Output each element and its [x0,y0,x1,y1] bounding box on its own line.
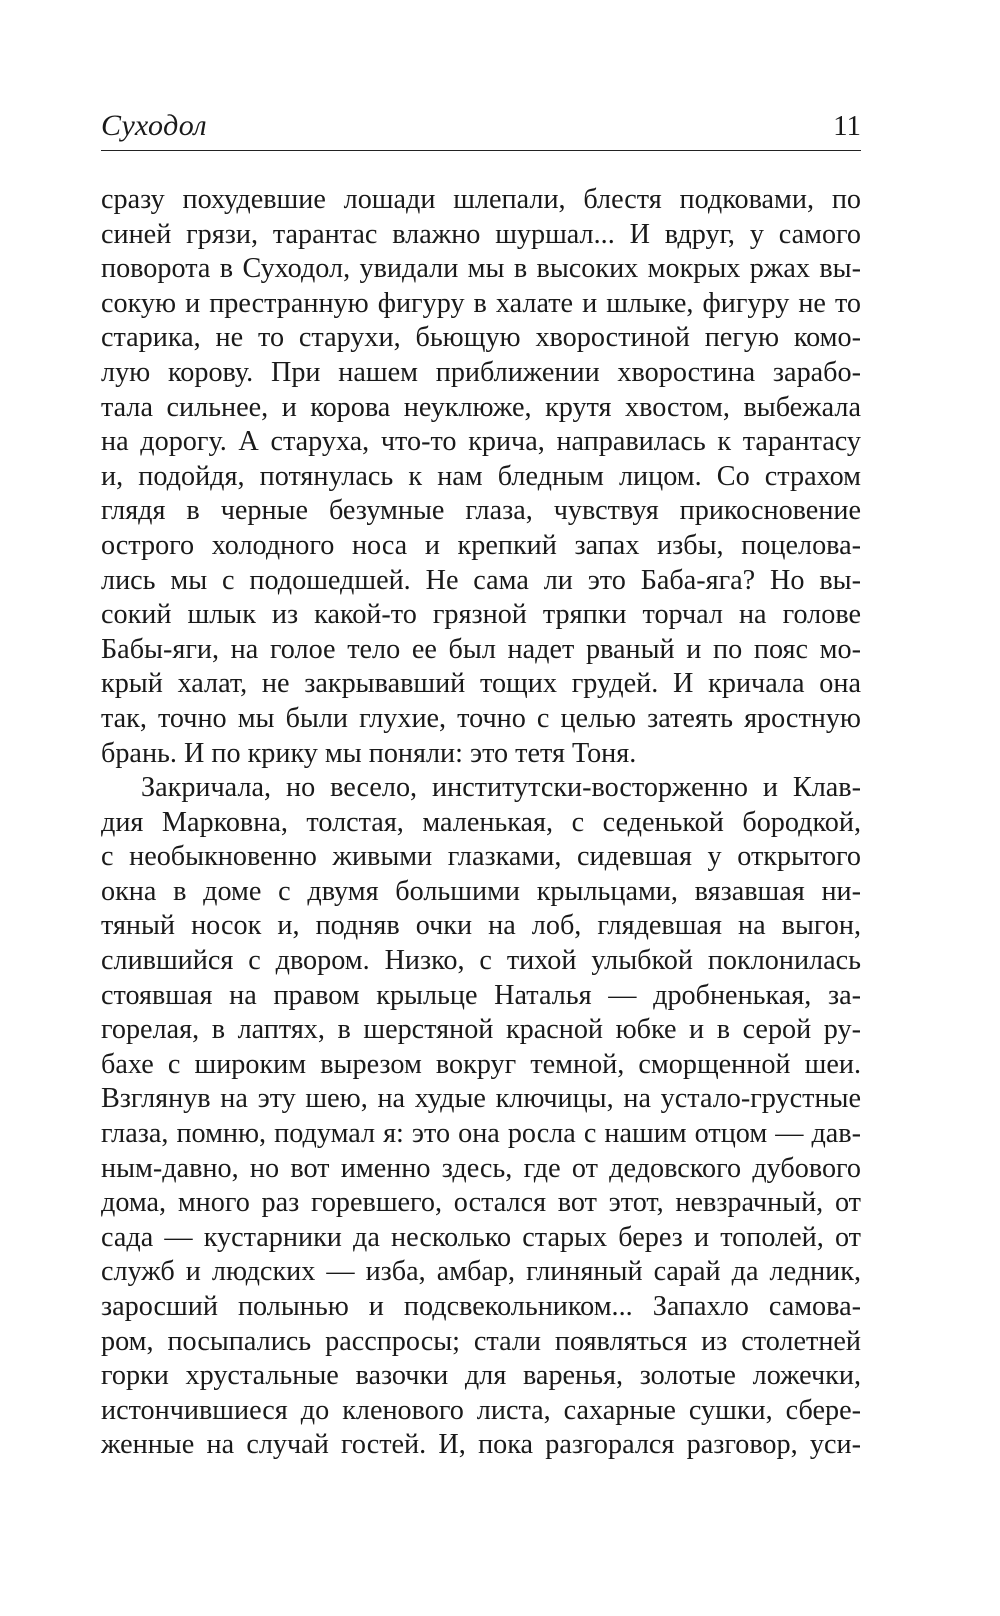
text-line: тала сильнее, и корова неуклюже, крутя хвостом, выбежала [101,391,861,423]
text-line: окна в доме с двумя большими крыльцами, вязавшая ни- [101,875,861,907]
text-line: лись мы с подошедшей. Не сама ли это Баба-яга? Но вы- [101,564,861,596]
text-line: Закричала, но весело, институтски-восторженно и Клав- [141,772,861,804]
text-line: синей грязи, тарантас влажно шуршал... И вдруг, у самого [101,218,861,250]
text-line: служб и людских — изба, амбар, глиняный сарай да ледник, [101,1256,861,1288]
text-line: слившийся с двором. Низко, с тихой улыбкой поклонилась [101,945,861,977]
paragraph-1 [101,183,861,771]
text-line: на дорогу. А старуха, что-то крича, направилась к тарантасу [101,426,861,458]
text-line: лую корову. При нашем приближении хворостина зарабо- [101,356,861,388]
text-line: крый халат, не закрывавший тощих грудей. И кричала она [101,668,861,700]
text-line: сокий шлык из какой-то грязной тряпки торчал на голове [101,599,861,631]
text-line: Бабы-яги, на голое тело ее был надет рваный и по пояс мо- [101,633,861,665]
paragraph-2 [101,771,861,1463]
text-line: сада — кустарники да несколько старых берез и тополей, от [101,1221,861,1253]
text-line: глаза, помню, подумал я: это она росла с нашим отцом — дав- [101,1118,861,1150]
text-line: женные на случай гостей. И, пока разгорался разговор, уси- [101,1429,861,1461]
text-line: ром, посыпались расспросы; стали появляться из столетней [101,1325,861,1357]
text-line: поворота в Суходол, увидали мы в высоких мокрых ржах вы- [101,253,861,285]
text-line: и, подойдя, потянулась к нам бледным лицом. Со страхом [101,460,861,492]
text-line: острого холодного носа и крепкий запах избы, поцелова- [101,529,861,561]
text-line: дома, много раз горевшего, остался вот этот, невзрачный, от [101,1187,861,1219]
book-page [101,108,861,1463]
text-line: тяный носок и, подняв очки на лоб, глядевшая на выгон, [101,910,861,942]
text-line: сокую и престранную фигуру в халате и шлыке, фигуру не то [101,287,861,319]
text-line: дия Марковна, толстая, маленькая, с седенькой бородкой, [101,806,861,838]
text-line: горелая, в лаптях, в шерстяной красной юбке и в серой ру- [101,1014,861,1046]
text-line: ным-давно, но вот именно здесь, где от дедовского дубового [101,1152,861,1184]
text-line: брань. И по крику мы поняли: это тетя Тоня. [101,737,637,769]
text-line: с необыкновенно живыми глазками, сидевшая у открытого [101,841,861,873]
text-line: глядя в черные безумные глаза, чувствуя прикосновение [101,495,861,527]
text-line: сразу похудевшие лошади шлепали, блестя подковами, по [101,184,861,215]
text-line: стоявшая на правом крыльце Наталья — дробненькая, за- [101,979,861,1011]
text-line: истончившиеся до кленового листа, сахарные сушки, сбере- [101,1394,861,1426]
text-line: горки хрустальные вазочки для варенья, золотые ложечки, [101,1360,861,1392]
text-line: старика, не то старухи, бьющую хворостиной пегую комо- [101,322,861,354]
text-line: Взглянув на эту шею, на худые ключицы, на устало-грустные [101,1083,861,1115]
text-line: заросший полынью и подсвекольником... Запахло самова- [101,1291,861,1322]
body-text [101,183,861,1463]
running-title: Суходол [101,109,208,142]
text-line: бахе с широким вырезом вокруг темной, сморщенной шеи. [101,1048,861,1080]
page-number: 11 [833,110,861,142]
text-line: так, точно мы были глухие, точно с целью затеять яростную [101,702,861,734]
running-head [101,108,861,151]
